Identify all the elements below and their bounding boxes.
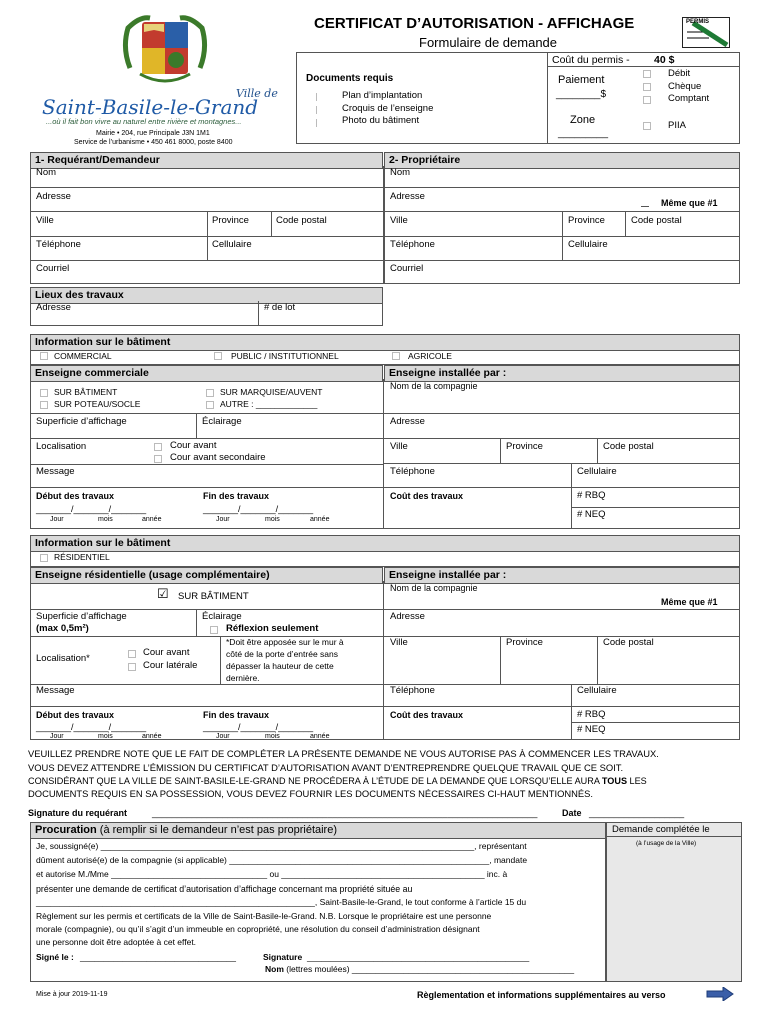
prop-cellulaire[interactable]: Cellulaire bbox=[568, 239, 608, 250]
procuration-title: Procuration bbox=[35, 824, 97, 836]
installee-header-1: Enseigne installée par : bbox=[384, 365, 740, 382]
lieux-header: Lieux des travaux bbox=[30, 287, 383, 304]
procuration-signature-line[interactable]: _______________________________________________ bbox=[307, 952, 530, 962]
fin-date-1[interactable]: _______/_______/_______ bbox=[203, 504, 314, 514]
installee-meme-que-1-2[interactable]: Même que #1 bbox=[661, 597, 718, 607]
doc-croquis: Croquis de l’enseigne bbox=[342, 103, 434, 114]
installee-code-postal-1[interactable]: Code postal bbox=[603, 441, 654, 452]
fin-travaux-2: Fin des travaux bbox=[203, 710, 270, 720]
fin-annee-1: année bbox=[310, 516, 330, 523]
fin-mois-2: mois bbox=[265, 733, 280, 740]
zone-line[interactable]: _________ bbox=[558, 128, 609, 139]
prop-province[interactable]: Province bbox=[568, 215, 605, 226]
batiment-header-2: Information sur le bâtiment bbox=[30, 535, 740, 552]
comptant-label: Comptant bbox=[668, 93, 710, 104]
proprietaire-header: 2- Propriétaire bbox=[384, 152, 740, 169]
localisation-2: Localisation* bbox=[36, 653, 90, 664]
debit-checkbox[interactable] bbox=[643, 70, 651, 78]
sur-batiment-label: SUR BÂTIMENT bbox=[54, 387, 118, 397]
commercial-checkbox[interactable] bbox=[40, 352, 48, 360]
enseigne-commerciale-header: Enseigne commerciale bbox=[30, 365, 383, 382]
note-line-1: *Doit être apposée sur le mur à bbox=[226, 637, 344, 647]
installee-telephone-1[interactable]: Téléphone bbox=[390, 466, 435, 477]
fin-date-2[interactable]: _______/_______/_______ bbox=[203, 722, 314, 732]
page-title: CERTIFICAT D’AUTORISATION - AFFICHAGE bbox=[314, 15, 635, 32]
installee-cellulaire-2[interactable]: Cellulaire bbox=[577, 685, 617, 696]
public-checkbox[interactable] bbox=[214, 352, 222, 360]
message-2[interactable]: Message bbox=[36, 685, 75, 696]
req-province[interactable]: Province bbox=[212, 215, 249, 226]
paiement-amount-line[interactable]: ________$ bbox=[556, 89, 607, 100]
debut-annee-1: année bbox=[142, 516, 162, 523]
piia-checkbox[interactable] bbox=[643, 122, 651, 130]
cour-avant-secondaire: Cour avant secondaire bbox=[170, 452, 266, 463]
superficie-2[interactable]: Superficie d’affichage bbox=[36, 611, 127, 622]
procuration-line-5[interactable]: ___________________________________________________________, Saint-Basile-le-Grand, le tout conforme à l’article 15 du bbox=[36, 897, 527, 907]
installee-adresse-1[interactable]: Adresse bbox=[390, 416, 425, 427]
doc-plan: Plan d’implantation bbox=[342, 90, 423, 101]
notice-line-1: VEUILLEZ PRENDRE NOTE QUE LE FAIT DE COMPLÉTER LA PRÉSENTE DEMANDE NE VOUS AUTORISE PAS À COMMENCER LES TRAVAUX. bbox=[28, 748, 659, 759]
piia-label: PIIA bbox=[668, 120, 686, 131]
usage-ville-label: (à l’usage de la Ville) bbox=[636, 840, 697, 847]
notice-line-3a: CONSIDÉRANT QUE LA VILLE DE SAINT-BASILE-LE-GRAND NE PROCÉDERA À L’ÉTUDE DE LA DEMANDE QUE LORSQU’ELLE AURA bbox=[28, 776, 602, 786]
fin-annee-2: année bbox=[310, 733, 330, 740]
fin-travaux-1: Fin des travaux bbox=[203, 491, 270, 501]
cheque-checkbox[interactable] bbox=[643, 83, 651, 91]
doc-photo: Photo du bâtiment bbox=[342, 115, 420, 126]
lieux-adresse[interactable]: Adresse bbox=[36, 302, 71, 313]
debut-mois-2: mois bbox=[98, 733, 113, 740]
city-logo bbox=[120, 8, 210, 88]
reflexion-checkbox[interactable] bbox=[210, 626, 218, 634]
debut-date-1[interactable]: _______/_______/_______ bbox=[36, 504, 147, 514]
requerant-header: 1- Requérant/Demandeur bbox=[30, 152, 383, 169]
reflexion-label: Réflexion seulement bbox=[226, 623, 319, 634]
sur-batiment-label-2: SUR BÂTIMENT bbox=[178, 591, 249, 602]
notice-line-3 bbox=[28, 776, 647, 786]
procuration-nom-row[interactable] bbox=[265, 965, 574, 975]
prop-meme-que-1[interactable]: Même que #1 bbox=[661, 198, 718, 208]
signe-le-line[interactable]: _________________________________ bbox=[80, 952, 237, 962]
prop-nom[interactable]: Nom bbox=[390, 167, 411, 178]
procuration-line-4: présenter une demande de certificat d’autorisation d’affichage concernant ma propriété située au bbox=[36, 884, 413, 894]
procuration-line-6: Règlement sur les permis et certificats de la Ville de Saint-Basile-le-Grand. N.B. Lorsque le propriétaire est une personne bbox=[36, 911, 492, 921]
superficie-max: (max 0,5m²) bbox=[36, 623, 89, 634]
neq-2[interactable]: # NEQ bbox=[577, 724, 606, 735]
notice-line-2: VOUS DEVEZ ATTENDRE L’ÉMISSION DU CERTIFICAT D’AUTORISATION AVANT D’ENTREPRENDRE QUELQUE TRAVAIL QUE CE SOIT. bbox=[28, 762, 624, 773]
installee-nom-compagnie-2[interactable]: Nom de la compagnie bbox=[390, 583, 478, 593]
signature-label: Signature du requérant bbox=[28, 808, 128, 818]
city-name: Saint-Basile-le-Grand bbox=[42, 95, 259, 119]
prop-code-postal[interactable]: Code postal bbox=[631, 215, 682, 226]
installee-code-postal-2[interactable]: Code postal bbox=[603, 637, 654, 648]
batiment-type-row bbox=[30, 348, 740, 365]
fin-mois-1: mois bbox=[265, 516, 280, 523]
prop-courriel[interactable]: Courriel bbox=[390, 263, 424, 274]
procuration-line-7: morale (compagnie), ou qu’il s’agit d’un immeuble en copropriété, une résolution du conseil d’administration désignant bbox=[36, 924, 480, 934]
cour-avant-2: Cour avant bbox=[143, 647, 190, 658]
cour-laterale: Cour latérale bbox=[143, 660, 198, 671]
signe-le-label: Signé le : bbox=[36, 952, 74, 962]
date-line[interactable]: ___________________ bbox=[589, 808, 685, 818]
procuration-nom-label: Nom bbox=[265, 964, 287, 974]
installee-cellulaire-1[interactable]: Cellulaire bbox=[577, 466, 617, 477]
cout-travaux-2[interactable]: Coût des travaux bbox=[390, 710, 464, 720]
req-nom[interactable]: Nom bbox=[36, 167, 57, 178]
doc-photo-checkbox[interactable] bbox=[316, 119, 317, 127]
sur-marquise-label: SUR MARQUISE/AUVENT bbox=[220, 387, 323, 397]
sur-poteau-label: SUR POTEAU/SOCLE bbox=[54, 399, 141, 409]
req-code-postal[interactable]: Code postal bbox=[276, 215, 327, 226]
city-address: Mairie • 204, rue Principale J3N 1M1 bbox=[96, 130, 210, 137]
permis-badge bbox=[682, 17, 730, 48]
autre-checkbox[interactable] bbox=[206, 401, 214, 409]
autre-label[interactable]: AUTRE : _____________ bbox=[220, 399, 318, 409]
installee-header-2: Enseigne installée par : bbox=[384, 567, 740, 584]
req-courriel[interactable]: Courriel bbox=[36, 263, 70, 274]
agricole-label: AGRICOLE bbox=[408, 351, 452, 361]
debut-travaux-2: Début des travaux bbox=[36, 710, 115, 720]
zone-label: Zone bbox=[570, 114, 596, 126]
public-label: PUBLIC / INSTITUTIONNEL bbox=[231, 351, 339, 361]
sur-marquise-checkbox[interactable] bbox=[206, 389, 214, 397]
procuration-line-8: une personne doit être adoptée à cet effet. bbox=[36, 937, 197, 947]
notice-line-3c: LES bbox=[627, 776, 647, 786]
rbq-2[interactable]: # RBQ bbox=[577, 709, 606, 720]
debut-date-2[interactable]: _______/_______/_______ bbox=[36, 722, 147, 732]
debut-travaux-1: Début des travaux bbox=[36, 491, 115, 501]
cour-avant-sec-checkbox[interactable] bbox=[154, 455, 162, 463]
installee-telephone-2[interactable]: Téléphone bbox=[390, 685, 435, 696]
doc-croquis-checkbox[interactable] bbox=[316, 106, 317, 114]
debit-label: Débit bbox=[668, 68, 691, 79]
procuration-nom-line[interactable]: _______________________________________________ bbox=[351, 964, 575, 974]
procuration-header bbox=[30, 822, 606, 839]
cour-avant-1: Cour avant bbox=[170, 440, 217, 451]
sur-poteau-checkbox[interactable] bbox=[40, 401, 48, 409]
sur-batiment-check-2[interactable]: ☑ bbox=[157, 586, 169, 601]
localisation-1: Localisation bbox=[36, 441, 87, 452]
installee-province-2[interactable]: Province bbox=[506, 637, 543, 648]
city-service: Service de l’urbanisme • 450 461 8000, poste 8400 bbox=[74, 139, 233, 146]
message-1[interactable]: Message bbox=[36, 466, 75, 477]
rbq-1[interactable]: # RBQ bbox=[577, 490, 606, 501]
installee-province-1[interactable]: Province bbox=[506, 441, 543, 452]
lieux-section bbox=[30, 301, 383, 326]
prop-ville[interactable]: Ville bbox=[390, 215, 408, 226]
cheque-label: Chèque bbox=[668, 81, 702, 92]
cour-avant-checkbox-1[interactable] bbox=[154, 443, 162, 451]
residentiel-row bbox=[30, 549, 740, 567]
debut-annee-2: année bbox=[142, 733, 162, 740]
batiment-header: Information sur le bâtiment bbox=[30, 334, 740, 351]
residentiel-checkbox[interactable] bbox=[40, 554, 48, 562]
sur-batiment-checkbox[interactable] bbox=[40, 389, 48, 397]
signature-line[interactable]: _____________________________________________________________________________ bbox=[152, 808, 538, 818]
cour-avant-checkbox-2[interactable] bbox=[128, 650, 136, 658]
note-line-4: dernière. bbox=[226, 673, 260, 683]
enseigne-residentielle-section bbox=[30, 581, 740, 740]
cour-laterale-checkbox[interactable] bbox=[128, 663, 136, 671]
debut-jour-1: Jour bbox=[50, 516, 64, 523]
procuration-line-3[interactable]: et autorise M./Mme _________________________________ ou ___________________________________________ inc. à bbox=[36, 869, 508, 879]
note-line-2: côté de la porte d’entrée sans bbox=[226, 649, 338, 659]
procuration-subtitle: (à remplir si le demandeur n’est pas propriétaire) bbox=[96, 824, 338, 836]
installee-ville-1[interactable]: Ville bbox=[390, 441, 408, 452]
procuration-nom-paren: (lettres moulées) bbox=[286, 964, 352, 974]
req-ville[interactable]: Ville bbox=[36, 215, 54, 226]
comptant-checkbox[interactable] bbox=[643, 96, 651, 104]
lieux-lot[interactable]: # de lot bbox=[264, 302, 296, 313]
fin-jour-2: Jour bbox=[216, 733, 230, 740]
req-adresse[interactable]: Adresse bbox=[36, 191, 71, 202]
paiement-label: Paiement bbox=[558, 74, 605, 86]
permis-badge-text: PERMIS bbox=[686, 19, 710, 25]
superficie-1[interactable]: Superficie d’affichage bbox=[36, 416, 127, 427]
procuration-line-2[interactable]: dûment autorisé(e) de la compagnie (si applicable) _______________________________________________________, mandate bbox=[36, 855, 528, 865]
agricole-checkbox[interactable] bbox=[392, 352, 400, 360]
eclairage-2[interactable]: Éclairage bbox=[202, 611, 242, 622]
neq-1[interactable]: # NEQ bbox=[577, 509, 606, 520]
prop-telephone[interactable]: Téléphone bbox=[390, 239, 435, 250]
debut-mois-1: mois bbox=[98, 516, 113, 523]
req-telephone[interactable]: Téléphone bbox=[36, 239, 81, 250]
installee-nom-compagnie-1[interactable]: Nom de la compagnie bbox=[390, 381, 478, 391]
procuration-line-1[interactable]: Je, soussigné(e) _______________________________________________________________________________, représentant bbox=[36, 841, 527, 851]
debut-jour-2: Jour bbox=[50, 733, 64, 740]
residentiel-label: RÉSIDENTIEL bbox=[54, 552, 110, 562]
req-cellulaire[interactable]: Cellulaire bbox=[212, 239, 252, 250]
procuration-signature-label: Signature bbox=[263, 952, 303, 962]
note-line-3: dépasser la hauteur de cette bbox=[226, 661, 334, 671]
arrow-right-icon[interactable] bbox=[706, 987, 734, 1001]
update-date: Mise à jour 2019-11-19 bbox=[36, 991, 108, 998]
city-tagline: ...où il fait bon vivre au naturel entre rivière et montagnes... bbox=[46, 117, 242, 126]
notice-tous: TOUS bbox=[601, 776, 628, 786]
commercial-label: COMMERCIAL bbox=[54, 351, 112, 361]
doc-plan-checkbox[interactable] bbox=[316, 93, 317, 101]
notice-line-4: DOCUMENTS REQUIS EN SA POSSESSION, VOUS DEVEZ FOURNIR LES DOCUMENTS NÉCESSAIRES CI-HAUT MENTIONNÉS. bbox=[28, 788, 594, 799]
enseigne-residentielle-header: Enseigne résidentielle (usage complémentaire) bbox=[30, 567, 383, 584]
page-subtitle: Formulaire de demande bbox=[419, 35, 558, 50]
cost-label: Coût du permis - bbox=[552, 54, 630, 66]
reglementation-link[interactable]: Règlementation et informations supplémentaires au verso bbox=[417, 990, 666, 1000]
eclairage-1[interactable]: Éclairage bbox=[202, 416, 242, 427]
date-label: Date bbox=[562, 808, 582, 818]
cout-travaux-1[interactable]: Coût des travaux bbox=[390, 491, 464, 501]
cost-amount: 40 $ bbox=[654, 54, 675, 66]
fin-jour-1: Jour bbox=[216, 516, 230, 523]
installee-adresse-2[interactable]: Adresse bbox=[390, 611, 425, 622]
demande-completee-label: Demande complétée le bbox=[612, 824, 710, 835]
installee-ville-2[interactable]: Ville bbox=[390, 637, 408, 648]
prop-adresse[interactable]: Adresse bbox=[390, 191, 425, 202]
documents-title: Documents requis bbox=[306, 73, 394, 84]
ville-de: Ville de bbox=[236, 87, 278, 100]
